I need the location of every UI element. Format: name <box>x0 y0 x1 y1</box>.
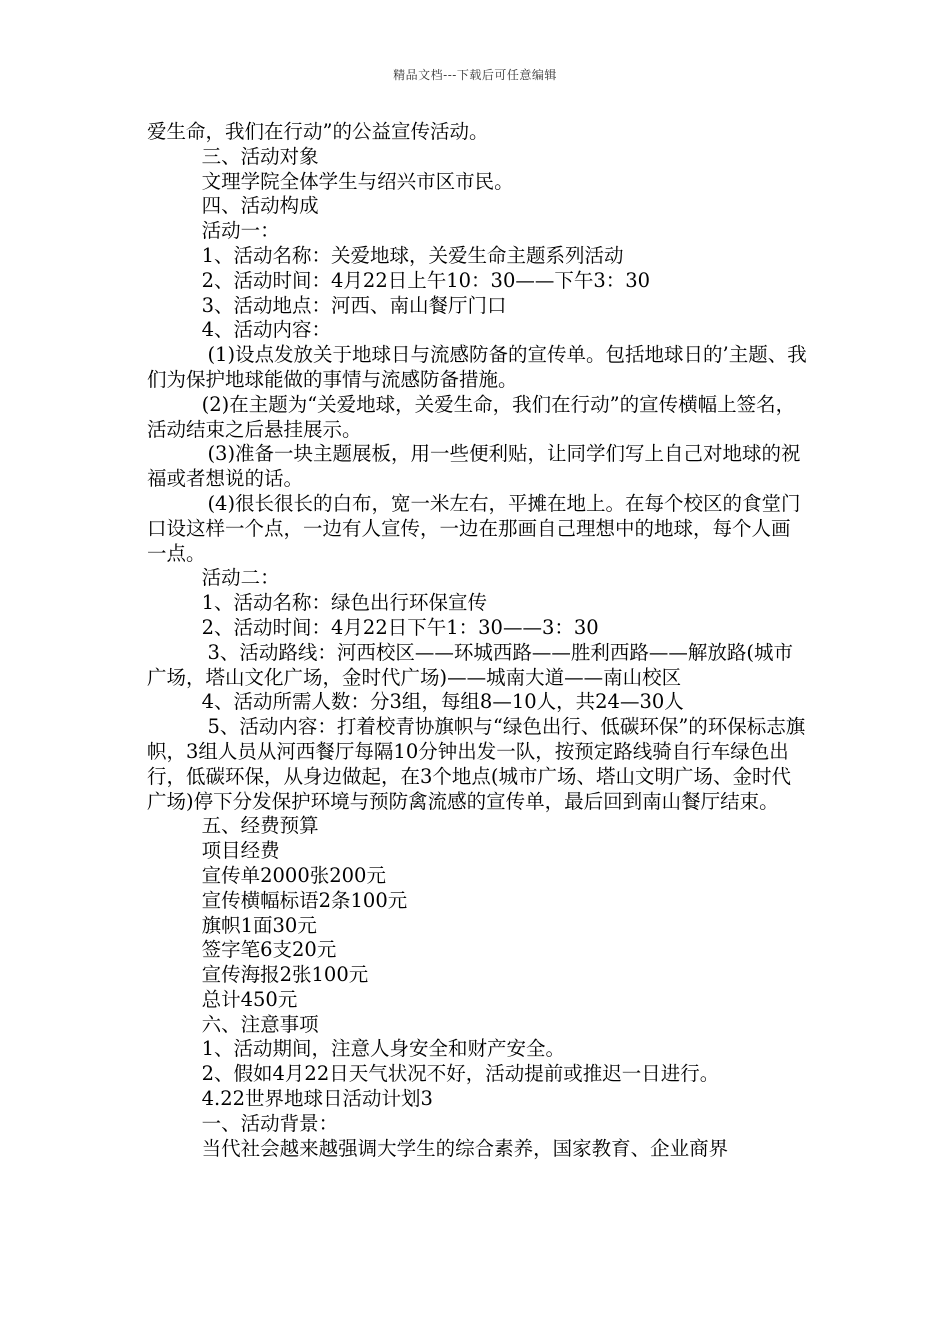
list-item: 4、活动所需人数：分3组，每组8—10人，共24—30人 <box>201 690 684 714</box>
paragraph: (1)设点发放关于地球日与流感防备的宣传单。包括地球日的’主题、我们为保护地球能做的事情与流感防备措施。 <box>147 343 807 391</box>
paragraph: 文理学院全体学生与绍兴市区市民。 <box>201 169 514 193</box>
budget-item: 宣传单2000张200元 <box>201 863 386 887</box>
list-item: 3、活动地点：河西、南山餐厅门口 <box>201 293 507 317</box>
section-heading: 一、活动背景： <box>201 1111 339 1135</box>
list-item: 2、活动时间：4月22日下午1：30——3：30 <box>201 615 599 639</box>
paragraph: (2)在主题为“关爱地球，关爱生命，我们在行动”的宣传横幅上签名，活动结束之后悬挂展示。 <box>147 392 796 441</box>
paragraph: 当代社会越来越强调大学生的综合素养，国家教育、企业商界 <box>201 1136 729 1160</box>
budget-item: 宣传横幅标语2条100元 <box>201 888 408 912</box>
sub-heading: 活动一： <box>201 219 280 243</box>
section-heading: 三、活动对象 <box>201 144 319 168</box>
budget-item: 签字笔6支20元 <box>201 938 337 962</box>
budget-heading: 项目经费 <box>201 839 280 863</box>
section-heading: 五、经费预算 <box>201 814 319 838</box>
budget-item: 旗帜1面30元 <box>201 913 317 937</box>
budget-item: 宣传海报2张100元 <box>201 963 369 987</box>
list-item: 5、活动内容：打着校青协旗帜与“绿色出行、低碳环保”的环保标志旗帜，3组人员从河西餐厅每隔10分钟出发一队，按预定路线骑自行车绿色出行，低碳环保，从身边做起，在3个地点(城市广场、塔山文明广场、金时代广场)停下分发保护环境与预防禽流感的宣传单，最后回到南山餐厅结束。 <box>147 715 806 813</box>
list-item: 1、活动名称：绿色出行环保宣传 <box>201 591 488 615</box>
list-item: 2、假如4月22日天气状况不好，活动提前或推迟一日进行。 <box>201 1062 720 1086</box>
page-header: 精品文档---下载后可任意编辑 <box>393 68 557 82</box>
list-item: 1、活动名称：关爱地球，关爱生命主题系列活动 <box>201 243 624 267</box>
sub-heading: 活动二： <box>201 566 280 590</box>
list-item: 1、活动期间，注意人身安全和财产安全。 <box>201 1037 566 1061</box>
list-item: 2、活动时间：4月22日上午10：30——下午3：30 <box>201 268 651 292</box>
paragraph: (3)准备一块主题展板，用一些便利贴，让同学们写上自己对地球的祝福或者想说的话。 <box>147 442 801 491</box>
paragraph: 爱生命，我们在行动”的公益宣传活动。 <box>147 120 489 143</box>
document-body <box>147 120 807 1161</box>
budget-total: 总计450元 <box>201 987 298 1011</box>
list-item: 4、活动内容： <box>201 318 332 342</box>
paragraph: (4)很长很长的白布，宽一米左右，平摊在地上。在每个校区的食堂门口设这样一个点，一边有人宣传，一边在那画自己理想中的地球，每个人画一点。 <box>147 491 801 565</box>
document-title: 4.22世界地球日活动计划3 <box>201 1087 433 1111</box>
section-heading: 六、注意事项 <box>201 1012 319 1036</box>
list-item: 3、活动路线：河西校区——环城西路——胜利西路——解放路(城市广场，塔山文化广场，金时代广场)——城南大道——南山校区 <box>147 640 793 689</box>
section-heading: 四、活动构成 <box>201 194 319 218</box>
